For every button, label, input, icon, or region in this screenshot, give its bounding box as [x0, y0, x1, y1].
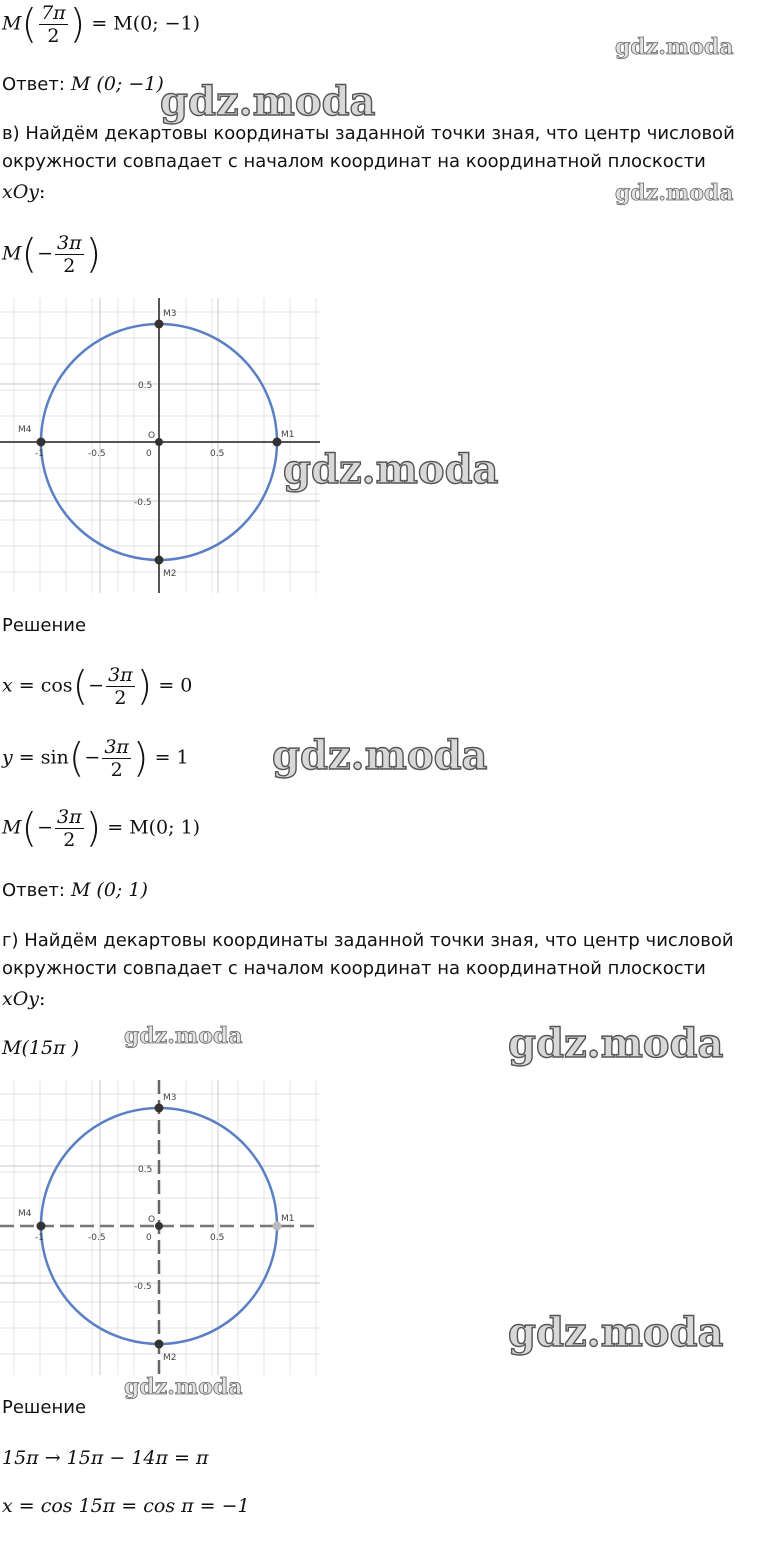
- svg-text:M4: M4: [18, 425, 32, 435]
- svg-text:-1: -1: [35, 1233, 44, 1243]
- part-g-line-2: окружности совпадает с началом координат на координатной плоскости: [2, 958, 706, 979]
- unit-circle-graph-1: [0, 298, 320, 593]
- svg-text:M4: M4: [18, 1209, 32, 1219]
- svg-text:0: 0: [146, 1233, 152, 1243]
- equation-y-sin: y = sin(− $\frac{3\pi}{2}$ ) = 1: [2, 735, 189, 782]
- watermark: gdz.moda: [508, 1309, 724, 1356]
- svg-text:-0.5: -0.5: [134, 1282, 152, 1292]
- svg-text:O: O: [148, 1215, 156, 1225]
- watermark: gdz.moda: [615, 180, 734, 206]
- watermark: gdz.moda: [160, 78, 376, 125]
- watermark: gdz.moda: [508, 1020, 724, 1067]
- answer-1: Ответ: M (0; −1): [2, 73, 164, 95]
- watermark: gdz.moda: [615, 34, 734, 60]
- part-v-xoy: xOy:: [2, 181, 46, 203]
- unit-circle-graph-2: [0, 1080, 320, 1375]
- svg-text:-1: -1: [35, 449, 44, 459]
- part-g-xoy: xOy:: [2, 988, 46, 1010]
- equation-x2-cos: x = cos 15π = cos π = −1: [2, 1495, 250, 1517]
- fraction-7pi-2: $\frac{7\pi}{2}$: [41, 2, 66, 47]
- svg-text:M1: M1: [281, 430, 295, 440]
- svg-text:0: 0: [146, 449, 152, 459]
- solution-label: Решение: [2, 615, 87, 636]
- equation-reduce-15pi: 15π → 15π − 14π = π: [2, 1447, 209, 1469]
- watermark: gdz.moda: [272, 732, 488, 779]
- equation-x-cos: x = cos(− $\frac{3\pi}{2}$ ) = 0: [2, 663, 193, 710]
- svg-text:-0.5: -0.5: [88, 449, 106, 459]
- svg-text:M2: M2: [163, 569, 177, 579]
- watermark: gdz.moda: [124, 1374, 243, 1400]
- watermark: gdz.moda: [124, 1023, 243, 1049]
- svg-text:0.5: 0.5: [210, 449, 225, 459]
- solution-2-label: Решение: [2, 1397, 87, 1418]
- equation-m-result: M(− $\frac{3\pi}{2}$ ) = M(0; 1): [2, 805, 201, 852]
- answer-2: Ответ: M (0; 1): [2, 879, 148, 901]
- svg-text:-0.5: -0.5: [88, 1233, 106, 1243]
- svg-text:0.5: 0.5: [210, 1233, 225, 1243]
- svg-text:0.5: 0.5: [138, 381, 153, 391]
- equation-rhs: = M(0; −1): [91, 12, 201, 35]
- part-v-line-2: окружности совпадает с началом координат на координатной плоскости: [2, 151, 706, 172]
- svg-text:0.5: 0.5: [138, 1165, 153, 1175]
- part-v-line-1: в) Найдём декартовы координаты заданной точки зная, что центр числовой: [2, 123, 735, 144]
- svg-text:-0.5: -0.5: [134, 498, 152, 508]
- point-m-15pi: M(15π ): [2, 1037, 79, 1059]
- equation-m-7pi-2: M( $\frac{7\pi}{2}$ ) = M(0; −1): [2, 1, 201, 48]
- point-m-minus-3pi-2: M(− $\frac{3\pi}{2}$ ): [2, 231, 102, 278]
- svg-text:M2: M2: [163, 1353, 177, 1363]
- watermark: gdz.moda: [283, 446, 499, 493]
- svg-text:O: O: [148, 431, 156, 441]
- svg-text:M3: M3: [163, 1093, 177, 1103]
- svg-text:M1: M1: [281, 1214, 295, 1224]
- svg-text:M3: M3: [163, 309, 177, 319]
- part-g-line-1: г) Найдём декартовы координаты заданной точки зная, что центр числовой: [2, 930, 734, 951]
